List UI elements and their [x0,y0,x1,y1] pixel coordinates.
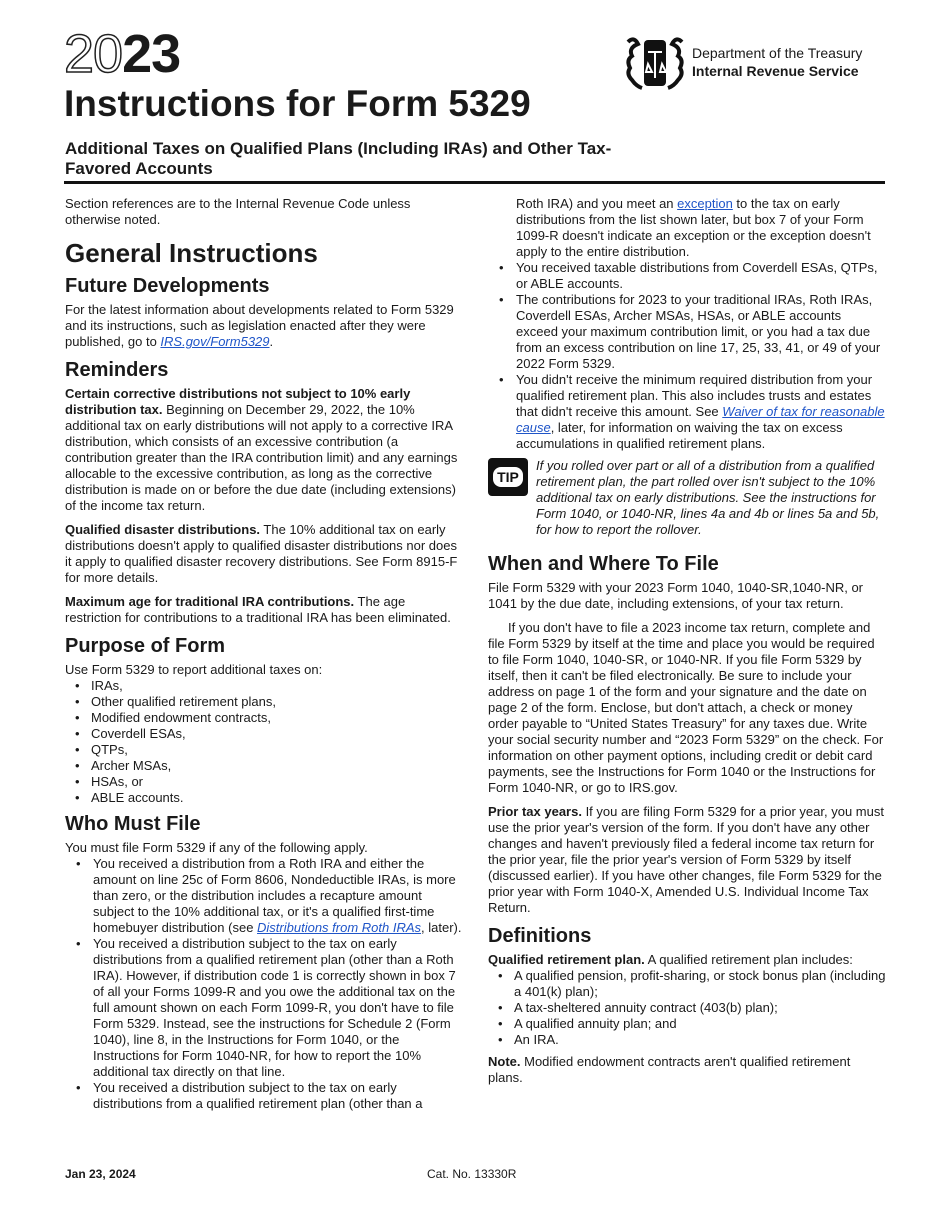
text-run: . [269,334,274,349]
paragraph [65,386,463,514]
paragraph [488,1054,886,1086]
section-heading: Reminders [65,359,169,381]
section-heading: Future Developments [65,275,270,297]
text-run: If you don't have to file a 2023 income tax return, complete and file Form 5329 by itself at the time and place you would be required to file Form 1040, 1040-SR, or 1040-NR. If you file Form 5329 by itself, then it can't be filed electronically. Be sure to include your address on page 1 of the form and your signature and the date on page 2 of the form. Enclose, but don't attach, a check or money order payable to “United States Treasury” for any taxes due. Write your social security number and “2023 Form 5329” on the check. For information on other payment options, including credit or debit card payments, see the Instructions for Form 1040 or the Instructions for Form 1040-NR, or go to IRS.gov. [488,620,884,795]
text-run: QTPs, [91,742,128,757]
text-run: Use Form 5329 to report additional taxes on: [65,662,323,677]
catalog-number: Cat. No. 13330R [427,1167,517,1181]
section-heading: Who Must File [65,813,201,835]
link-waiver-of-tax-for-reasonable-cause[interactable]: Waiver of tax for reasonable cause [516,404,885,435]
bold-lead-in: Qualified retirement plan. [488,952,645,967]
list-item [488,260,886,292]
text-run: Archer MSAs, [91,758,172,773]
list-item [65,758,463,774]
text-run: A qualified pension, profit-sharing, or stock bonus plan (including a 401(k) plan); [514,968,886,999]
text-run: You must file Form 5329 if any of the following apply. [65,840,368,855]
list-item [65,678,463,694]
link-distributions-from-roth-iras[interactable]: Distributions from Roth IRAs [257,920,422,935]
text-run: Beginning on December 29, 2022, the 10% additional tax on early distributions will not apply to a corrective IRA distribution, which consists of an excessive contribution (a contribution greater than the IRA contribution limit) and any earnings allocable to the excessive contribution, as long as the corrective distribution is made on or before the due date (including extensions) of the income tax return. [65,402,458,513]
text-run: The 10% additional tax on early distributions doesn't apply to qualified disaster distributions nor does it apply to qualified disaster recovery distributions. See Form 8915-F for more details. [65,522,458,585]
text-run: Roth IRA) and you meet an [516,196,678,211]
year-outline: 20 [64,24,123,84]
list-item [65,710,463,726]
paragraph [65,594,463,626]
bold-lead-in: Qualified disaster distributions. [65,522,261,537]
paragraph [65,840,463,856]
paragraph [65,522,463,586]
list-item [488,1016,886,1032]
text-run: The age restriction for contributions to a traditional IRA has been eliminated. [65,594,451,625]
text-run: An IRA. [514,1032,559,1047]
text-run: , later). [421,920,462,935]
bold-lead-in: Certain corrective distributions not subject to 10% early distribution tax. [65,386,411,417]
text-run: Coverdell ESAs, [91,726,186,741]
text-run: HSAs, or [91,774,144,789]
text-run: Other qualified retirement plans, [91,694,276,709]
agency-line-1: Department of the Treasury [692,45,863,61]
header-divider [64,181,885,184]
text-run: Section references are to the Internal Revenue Code unless otherwise noted. [65,196,411,227]
text-run: You received taxable distributions from Coverdell ESAs, QTPs, or ABLE accounts. [516,260,878,291]
revision-date: Jan 23, 2024 [65,1167,136,1181]
text-run: You didn't receive the minimum required distribution from your qualified retirement plan. This also includes trusts and estates that didn't receive this amount. See [516,372,873,419]
text-run: A qualified annuity plan; and [514,1016,677,1031]
tip-icon [488,458,528,496]
text-run: Modified endowment contracts, [91,710,271,725]
list-item [65,936,463,1080]
list-item [65,742,463,758]
text-run: to the tax on early distributions from the list shown later, but box 7 of your Form 1099-R doesn't indicate an exception or the exception doesn't apply to the entire distribution. [516,196,871,259]
tip-box [488,458,886,538]
text-run: You received a distribution subject to the tax on early distributions from a qualified retirement plan (other than a [93,1080,423,1111]
list-item [488,1032,886,1048]
paragraph [488,804,886,916]
bold-lead-in: Note. [488,1054,521,1069]
paragraph [488,952,886,968]
page-title: Instructions for Form 5329 [64,83,531,124]
text-run: You received a distribution subject to the tax on early distributions from a qualified retirement plan (other than a Roth IRA). However, if distribution code 1 is correctly shown in box 7 of all your Forms 1099-R and you owe the additional tax on the full amount shown on each Form 1099-R, you don't have to file Form 5329. Instead, see the instructions for Schedule 2 (Form 1040), line 8, in the Instructions for Form 1040, or the Instructions for Form 1040-NR, for how to report the 10% additional tax directly on that line. [93,936,456,1079]
agency-block [624,34,862,90]
list-item [488,968,886,1000]
list-item [488,196,886,260]
page-subtitle: Additional Taxes on Qualified Plans (Including IRAs) and Other Tax-Favored Accounts [65,139,612,178]
bold-lead-in: Maximum age for traditional IRA contributions. [65,594,355,609]
paragraph [65,302,463,350]
list-item [488,372,886,452]
list-item [65,694,463,710]
list-item [65,856,463,936]
text-run: Modified endowment contracts aren't qualified retirement plans. [488,1054,851,1085]
list-item [65,726,463,742]
paragraph [65,662,463,678]
bullet-list [488,968,886,1048]
text-run: File Form 5329 with your 2023 Form 1040, 1040-SR,1040-NR, or 1041 by the due date, including extensions, of your tax return. [488,580,864,611]
bold-lead-in: Prior tax years. [488,804,582,819]
irs-eagle-logo-icon [624,34,686,90]
section-heading: General Instructions [65,238,318,268]
link-irs-gov-form5329[interactable]: IRS.gov/Form5329 [160,334,270,349]
paragraph [65,196,463,228]
section-heading: Purpose of Form [65,635,226,657]
section-heading: Definitions [488,925,592,947]
list-item [488,1000,886,1016]
list-item [65,790,463,806]
bullet-list [65,856,463,1112]
text-run: A qualified retirement plan includes: [644,952,853,967]
text-run: , later, for information on waiving the tax on excess accumulations in qualified retirement plans. [516,420,843,451]
paragraph [488,620,886,796]
text-run: You received a distribution from a Roth IRA and either the amount on line 25c of Form 8606, Nondeductible IRAs, is more than zero, or the distribution includes a recapture amount subject to the 10% additional tax, or it's a qualified first-time homebuyer distribution (see [93,856,456,935]
list-item [488,292,886,372]
agency-line-2: Internal Revenue Service [692,63,859,79]
year-bold: 23 [122,24,181,84]
section-heading: When and Where To File [488,553,719,575]
text-run: ABLE accounts. [91,790,184,805]
list-item [65,774,463,790]
bullet-list [488,196,886,452]
text-run: The contributions for 2023 to your traditional IRAs, Roth IRAs, Coverdell ESAs, Archer MSAs, HSAs, or ABLE accounts exceed your maximum contribution limit, or you had a tax due from an excess contribution on line 17, 25, 33, 41, or 49 of your 2022 Form 5329. [516,292,881,371]
tip-label: TIP [493,467,523,487]
text-run: A tax-sheltered annuity contract (403(b) plan); [514,1000,778,1015]
left-column [65,196,463,1118]
link-exception[interactable]: exception [677,196,733,211]
text-run: For the latest information about developments related to Form 5329 and its instructions, such as legislation enacted after they were published, go to [65,302,454,349]
year-heading [64,24,180,84]
right-column [488,196,886,1094]
text-run: IRAs, [91,678,123,693]
paragraph [488,580,886,612]
list-item [65,1080,463,1112]
tip-text: If you rolled over part or all of a distribution from a qualified retirement plan, the part rolled over isn't subject to the 10% additional tax on early distributions. See the instructions for Form 1040, or 1040-NR, lines 4a and 4b or lines 5a and 5b, for how to report the rollover. [536,458,880,537]
bullet-list [65,678,463,806]
text-run: If you are filing Form 5329 for a prior year, you must use the prior year's version of the form. If you don't have any other changes and haven't previously filed a federal income tax return for the prior year, file the prior year's version of Form 5329 by itself (discussed earlier). If you have other changes, file Form 5329 for the prior year with Form 1040-X, Amended U.S. Individual Income Tax Return. [488,804,884,915]
